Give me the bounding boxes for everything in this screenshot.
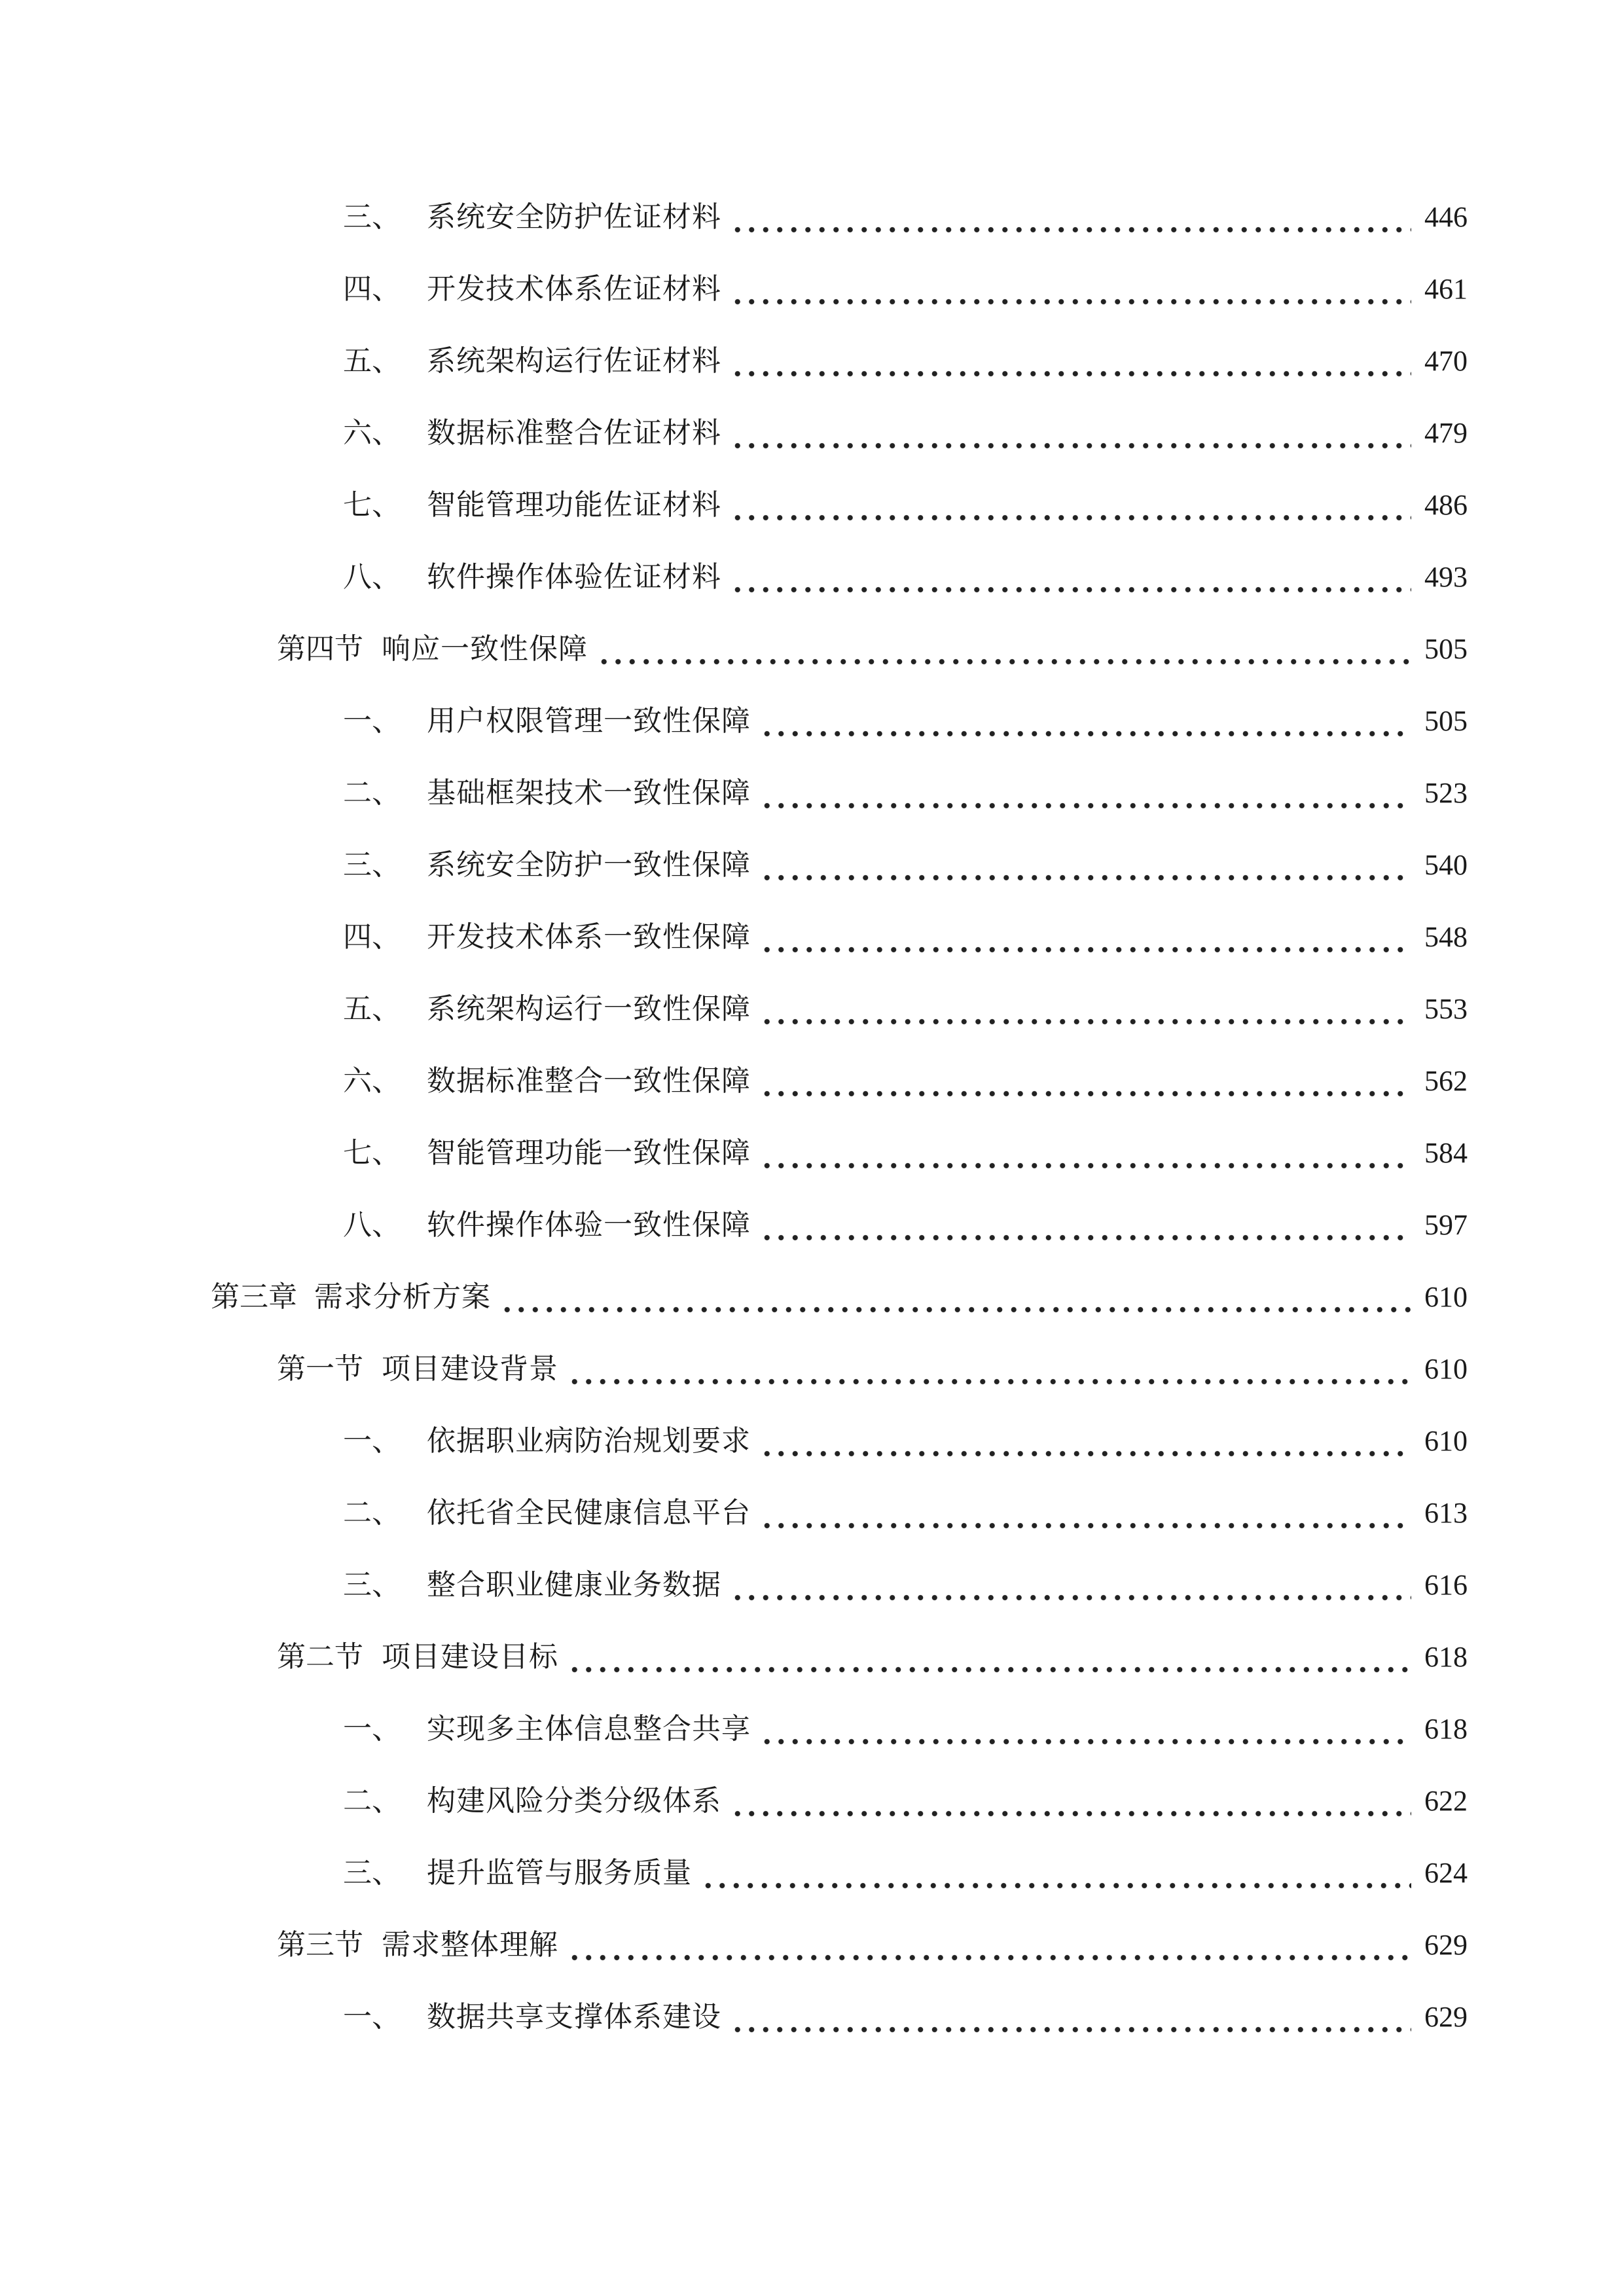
toc-entry-title: 整合职业健康业务数据 [427,1568,721,1602]
toc-entry-page: 470 [1424,345,1468,377]
toc-entry [343,335,1468,387]
toc-entry-title: 构建风险分类分级体系 [427,1784,721,1818]
toc-entry-number: 第三节 [277,1928,363,1962]
dot-leader [760,983,1411,1035]
toc-entry-number: 八、 [343,1208,401,1242]
toc-entry [343,1415,1468,1467]
toc-entry-page: 618 [1424,1641,1468,1673]
toc-entry [343,479,1468,531]
toc-entry-title: 基础框架技术一致性保障 [427,776,751,810]
toc-entry [343,1703,1468,1755]
toc-entry [343,911,1468,963]
toc-entry-number: 三、 [343,1568,401,1602]
toc-entry [343,1199,1468,1251]
toc-entry-number: 五、 [343,344,401,378]
toc-entry-page: 584 [1424,1137,1468,1169]
toc-entry-page: 493 [1424,561,1468,593]
toc-entry-title: 智能管理功能佐证材料 [427,488,721,522]
toc-entry-page: 610 [1424,1281,1468,1313]
toc-entry-title: 提升监管与服务质量 [427,1856,692,1890]
toc-entry-number: 一、 [343,1424,401,1458]
dot-leader [760,1055,1411,1107]
toc-entry-page: 446 [1424,201,1468,233]
toc-entry-title: 响应一致性保障 [382,632,588,666]
toc-entry-page: 486 [1424,489,1468,521]
toc-entry-number: 三、 [343,1856,401,1890]
dot-leader [760,1415,1411,1467]
toc-entry-page: 540 [1424,849,1468,881]
dot-leader [568,1631,1411,1683]
toc-entry-title: 实现多主体信息整合共享 [427,1712,751,1746]
toc-entry [343,407,1468,459]
dot-leader [760,839,1411,891]
toc-entry-page: 610 [1424,1353,1468,1385]
dot-leader [760,1703,1411,1755]
dot-leader [500,1271,1411,1323]
toc-entry-number: 第四节 [277,632,363,666]
toc-entry-title: 需求分析方案 [314,1280,491,1314]
toc-entry-page: 597 [1424,1209,1468,1241]
toc-entry [343,1847,1468,1899]
toc-entry-page: 629 [1424,1929,1468,1961]
toc-entry-page: 562 [1424,1065,1468,1097]
toc-entry [343,1775,1468,1827]
toc-entry [343,1991,1468,2043]
toc-entry-number: 六、 [343,416,401,450]
toc-entry-number: 六、 [343,1064,401,1098]
dot-leader [760,767,1411,819]
toc-entry-title: 系统安全防护佐证材料 [427,200,721,234]
toc-entry-title: 系统安全防护一致性保障 [427,848,751,882]
toc-entry [343,1559,1468,1611]
toc-entry [343,839,1468,891]
toc-entry [343,1487,1468,1539]
toc-entry-number: 二、 [343,1496,401,1530]
toc-entry [343,551,1468,603]
dot-leader [731,191,1411,243]
toc-entry [277,1631,1468,1683]
dot-leader [760,1127,1411,1179]
toc-entry-page: 479 [1424,417,1468,449]
toc-entry-title: 项目建设背景 [382,1352,558,1386]
dot-leader [731,1559,1411,1611]
toc-entry-page: 461 [1424,273,1468,305]
toc-entry [343,983,1468,1035]
toc-entry-title: 软件操作体验一致性保障 [427,1208,751,1242]
toc-entry-number: 第一节 [277,1352,363,1386]
toc-entry-number: 一、 [343,704,401,738]
dot-leader [701,1847,1411,1899]
toc-entry-page: 622 [1424,1785,1468,1817]
toc-entry-page: 505 [1424,705,1468,737]
toc-entry [343,191,1468,243]
dot-leader [568,1343,1411,1395]
dot-leader [568,1919,1411,1971]
toc-entry-number: 八、 [343,560,401,594]
toc-entry-number: 四、 [343,920,401,954]
toc-entry-page: 553 [1424,993,1468,1025]
toc-entry-page: 624 [1424,1857,1468,1889]
toc-entry-title: 数据标准整合佐证材料 [427,416,721,450]
dot-leader [731,407,1411,459]
toc-entry [277,1343,1468,1395]
toc-entry-number: 三、 [343,200,401,234]
toc-entry-page: 505 [1424,633,1468,665]
toc-entry-page: 629 [1424,2001,1468,2033]
toc-entry-number: 二、 [343,1784,401,1818]
toc-entry [343,1127,1468,1179]
toc-entry-title: 开发技术体系一致性保障 [427,920,751,954]
toc-entry [343,1055,1468,1107]
dot-leader [731,479,1411,531]
toc-entry-title: 数据共享支撑体系建设 [427,2000,721,2034]
toc-entry-title: 需求整体理解 [382,1928,558,1962]
toc-entry-title: 系统架构运行佐证材料 [427,344,721,378]
toc-entry-page: 618 [1424,1713,1468,1745]
toc-entry [343,263,1468,315]
toc-entry-number: 一、 [343,2000,401,2034]
toc-entry-page: 610 [1424,1425,1468,1457]
toc-entry-page: 548 [1424,921,1468,953]
toc-entry-number: 二、 [343,776,401,810]
toc-entry-number: 第二节 [277,1640,363,1674]
toc-entry-page: 613 [1424,1497,1468,1529]
dot-leader [731,335,1411,387]
dot-leader [731,1991,1411,2043]
toc-entry [277,623,1468,675]
dot-leader [760,1487,1411,1539]
toc-entry-title: 项目建设目标 [382,1640,558,1674]
toc-entry-number: 七、 [343,488,401,522]
dot-leader [597,623,1411,675]
dot-leader [731,551,1411,603]
toc-entry-number: 七、 [343,1136,401,1170]
toc-entry-title: 系统架构运行一致性保障 [427,992,751,1026]
toc-entry-number: 第三章 [211,1280,297,1314]
dot-leader [731,263,1411,315]
dot-leader [760,1199,1411,1251]
toc-entry-title: 依托省全民健康信息平台 [427,1496,751,1530]
toc-entry-title: 用户权限管理一致性保障 [427,704,751,738]
toc-entry-title: 软件操作体验佐证材料 [427,560,721,594]
toc-entry-title: 数据标准整合一致性保障 [427,1064,751,1098]
toc-entry-page: 616 [1424,1569,1468,1601]
toc-entry-title: 智能管理功能一致性保障 [427,1136,751,1170]
toc-entry [343,767,1468,819]
dot-leader [760,695,1411,747]
toc-entry [211,1271,1468,1323]
toc-entry-number: 四、 [343,272,401,306]
toc-entry-number: 五、 [343,992,401,1026]
dot-leader [731,1775,1411,1827]
toc-entry [277,1919,1468,1971]
dot-leader [760,911,1411,963]
toc-entry [343,695,1468,747]
toc-entry-page: 523 [1424,777,1468,809]
toc-entry-number: 三、 [343,848,401,882]
toc-entry-number: 一、 [343,1712,401,1746]
toc-entry-title: 开发技术体系佐证材料 [427,272,721,306]
toc-entry-title: 依据职业病防治规划要求 [427,1424,751,1458]
